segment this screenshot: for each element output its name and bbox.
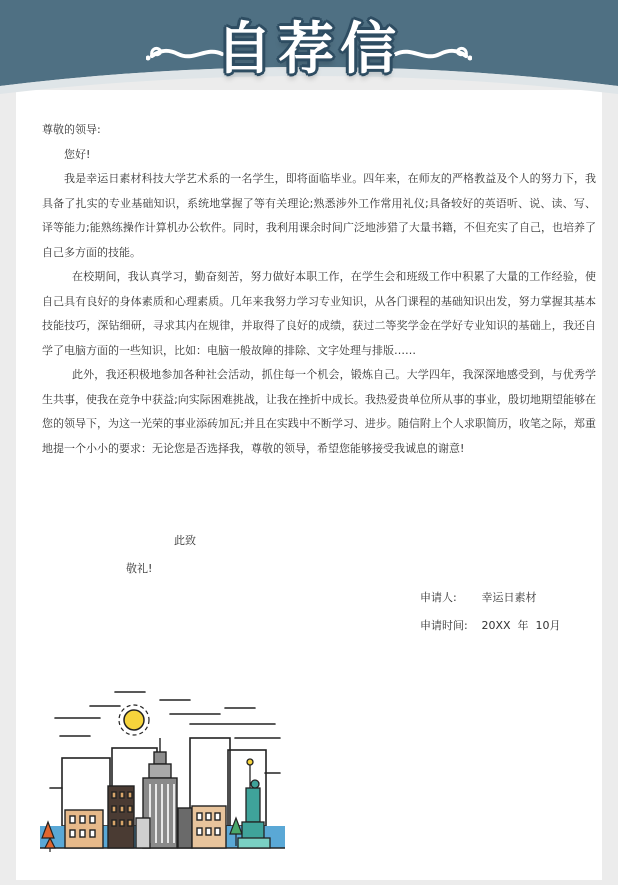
applicant-row: [420, 589, 537, 605]
applicant-label: 申请人:: [420, 591, 457, 604]
date-value: 20XX 年 10月: [481, 619, 561, 632]
salutation: 尊敬的领导:: [42, 123, 101, 136]
date-label: 申请时间:: [420, 619, 468, 632]
paragraph-2: 在校期间，我认真学习，勤奋刻苦，努力做好本职工作，在学生会和班级工作中积累了大量的工作经验，使自己具有良好的身体素质和心理素质。几年来我努力学习专业知识，从各门课程的基础知识出发，努力掌握其基本技能技巧，深钻细研，寻求其内在规律，并取得了良好的成绩，获过二等奖学金在学好专业知识的基础上，我还自学了电脑方面的一些知识，比如：电脑一般故障的排除、文字处理与排版……: [42, 270, 596, 357]
sun-icon: [119, 705, 149, 735]
letter-body: [42, 118, 596, 461]
applicant-value: 幸运日素材: [481, 591, 537, 604]
page-title: 自荐信: [216, 17, 402, 82]
greeting: 您好!: [64, 147, 91, 161]
date-row: [420, 617, 561, 633]
closing-line-2: 敬礼!: [126, 562, 153, 575]
paragraph-1: 我是幸运日素材科技大学艺术系的一名学生，即将面临毕业。四年来，在师友的严格教益及个人的努力下，我具备了扎实的专业基础知识，系统地掌握了等有关理论;熟悉涉外工作常用礼仪;具备较好的英语听、说、读、写、译等能力;能熟练操作计算机办公软件。同时，我利用课余时间广泛地涉猎了大量书籍，不但充实了自己，也培养了自己多方面的技能。: [42, 172, 596, 259]
city-skyline-illustration: [40, 678, 290, 853]
paragraph-3: 此外，我还积极地参加各种社会活动，抓住每一个机会，锻炼自己。大学四年，我深深地感受到，与优秀学生共事，使我在竞争中获益;向实际困难挑战，让我在挫折中成长。我热爱贵单位所从事的事业，殷切地期望能够在您的领导下，为这一光荣的事业添砖加瓦;并且在实践中不断学习、进步。随信附上个人求职简历，收笔之际，郑重地提一个小小的要求：无论您是否选择我，尊敬的领导，希望您能够接受我诚息的谢意!: [42, 368, 596, 455]
closing-line-1: 此致: [174, 534, 196, 547]
title-wrap: [0, 14, 618, 86]
